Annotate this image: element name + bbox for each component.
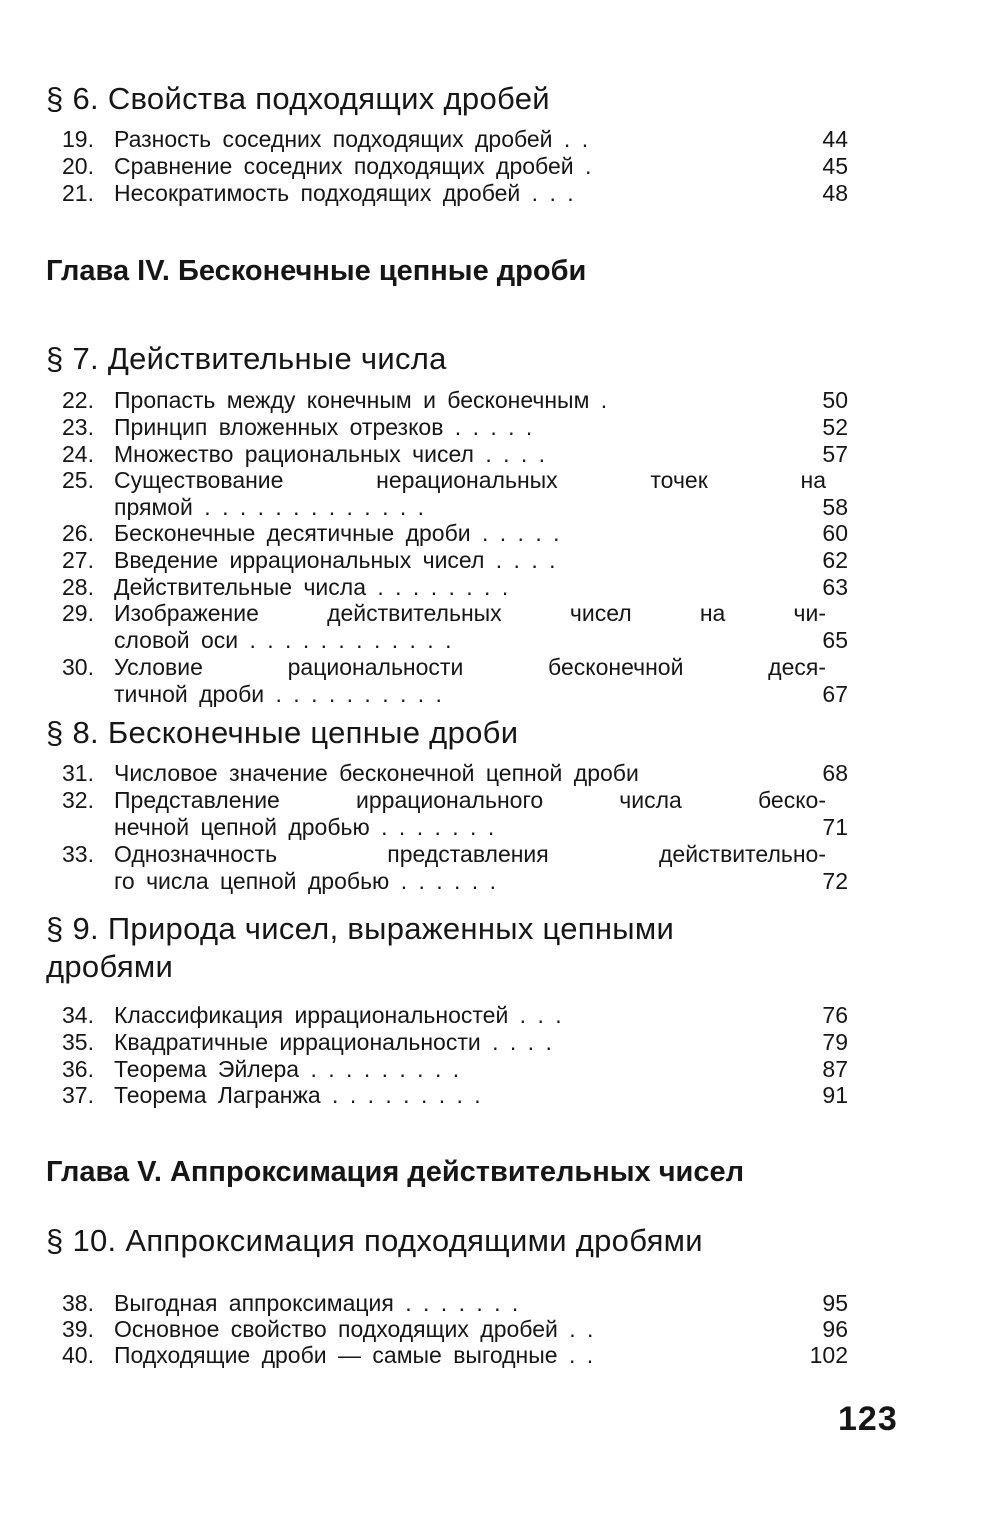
toc-entry-40[interactable] — [62, 1342, 848, 1369]
toc-entry-38[interactable] — [62, 1290, 848, 1317]
entry-page: 62 — [822, 547, 848, 573]
entry-title-line-1: Однозначность представления действительно- — [114, 841, 826, 867]
entry-title-line-2: словой оси . . . . . . . . . . . . — [114, 627, 452, 653]
chapter-4-title: Глава IV. Бесконечные цепные дроби — [46, 255, 587, 287]
entry-page: 58 — [822, 494, 848, 520]
entry-number: 32. — [62, 787, 94, 813]
entry-number: 29. — [62, 600, 94, 626]
entry-title: Классификация иррациональностей . . . — [114, 1002, 562, 1028]
entry-title: Разность соседних подходящих дробей . . — [114, 126, 589, 152]
toc-entry-39[interactable] — [62, 1316, 848, 1343]
toc-entry-26[interactable] — [62, 520, 848, 547]
entry-number: 23. — [62, 414, 94, 440]
entry-page: 52 — [822, 414, 848, 440]
entry-page: 72 — [822, 868, 848, 894]
section-7-title: § 7. Действительные числа — [46, 341, 447, 376]
entry-title-line-2: нечной цепной дробью . . . . . . . — [114, 814, 495, 840]
entry-page: 79 — [822, 1029, 848, 1055]
toc-entry-23[interactable] — [62, 414, 848, 441]
entry-number: 28. — [62, 574, 94, 600]
entry-page: 57 — [822, 441, 848, 467]
entry-page: 50 — [822, 387, 848, 413]
toc-entry-32[interactable] — [62, 787, 848, 841]
entry-title: Принцип вложенных отрезков . . . . . — [114, 414, 533, 440]
entry-page: 48 — [822, 180, 848, 206]
toc-entry-22[interactable] — [62, 387, 848, 414]
entry-title: Теорема Эйлера . . . . . . . . . — [114, 1056, 460, 1082]
toc-entry-27[interactable] — [62, 547, 848, 574]
entry-title-line-1: Условие рациональности бесконечной деся- — [114, 654, 826, 680]
entry-title-line-2: прямой . . . . . . . . . . . . . — [114, 494, 425, 520]
toc-entry-29[interactable] — [62, 600, 848, 654]
entry-title: Основное свойство подходящих дробей . . — [114, 1316, 594, 1342]
entry-title: Числовое значение бесконечной цепной дроби — [114, 760, 639, 786]
entry-page: 87 — [822, 1056, 848, 1082]
entry-number: 25. — [62, 467, 94, 493]
entry-page: 71 — [822, 814, 848, 840]
entry-title-line-2: тичной дроби . . . . . . . . . . — [114, 681, 442, 707]
toc-entry-34[interactable] — [62, 1002, 848, 1029]
toc-entry-31[interactable] — [62, 760, 848, 787]
entry-number: 39. — [62, 1316, 94, 1342]
toc-entry-37[interactable] — [62, 1082, 848, 1109]
section-8-title: § 8. Бесконечные цепные дроби — [46, 715, 519, 750]
entry-number: 22. — [62, 387, 94, 413]
entry-title: Теорема Лагранжа . . . . . . . . . — [114, 1082, 481, 1108]
toc-entry-20[interactable] — [62, 153, 848, 180]
entry-title-line-1: Представление иррационального числа беско- — [114, 787, 826, 813]
entry-number: 21. — [62, 180, 94, 206]
entry-number: 20. — [62, 153, 94, 179]
entry-page: 63 — [822, 574, 848, 600]
toc-entry-30[interactable] — [62, 654, 848, 708]
entry-page: 96 — [822, 1316, 848, 1342]
entry-number: 38. — [62, 1290, 94, 1316]
entry-number: 34. — [62, 1002, 94, 1028]
entry-page: 67 — [822, 681, 848, 707]
entry-title: Действительные числа . . . . . . . . — [114, 574, 509, 600]
chapter-5-title: Глава V. Аппроксимация действительных чисел — [46, 1156, 745, 1188]
entry-title: Пропасть между конечным и бесконечным . — [114, 387, 608, 413]
entry-number: 27. — [62, 547, 94, 573]
entry-number: 35. — [62, 1029, 94, 1055]
entry-title: Выгодная аппроксимация . . . . . . . — [114, 1290, 519, 1316]
toc-entry-35[interactable] — [62, 1029, 848, 1056]
entry-number: 37. — [62, 1082, 94, 1108]
toc-entry-36[interactable] — [62, 1056, 848, 1083]
entry-number: 36. — [62, 1056, 94, 1082]
entry-page: 76 — [822, 1002, 848, 1028]
entry-title: Множество рациональных чисел . . . . — [114, 441, 546, 467]
entry-number: 26. — [62, 520, 94, 546]
section-9-title: § 9. Природа чисел, выраженных цепными дробями — [46, 911, 675, 984]
entry-title: Сравнение соседних подходящих дробей . — [114, 153, 592, 179]
entry-page: 45 — [822, 153, 848, 179]
entry-number: 30. — [62, 654, 94, 680]
toc-entry-19[interactable] — [62, 126, 848, 153]
entry-title-line-2: го числа цепной дробью . . . . . . — [114, 868, 496, 894]
page-number: 123 — [838, 1400, 898, 1438]
section-6-title: § 6. Свойства подходящих дробей — [46, 81, 550, 116]
entry-page: 91 — [822, 1082, 848, 1108]
toc-entry-25[interactable] — [62, 467, 848, 521]
toc-entry-24[interactable] — [62, 441, 848, 468]
entry-title: Подходящие дроби — самые выгодные . . — [114, 1342, 594, 1368]
entry-title: Введение иррациональных чисел . . . . — [114, 547, 556, 573]
entry-number: 19. — [62, 126, 94, 152]
entry-number: 31. — [62, 760, 94, 786]
toc-entry-21[interactable] — [62, 180, 848, 207]
entry-page: 102 — [809, 1342, 848, 1368]
toc-entry-33[interactable] — [62, 841, 848, 895]
entry-title-line-1: Изображение действительных чисел на чи- — [114, 600, 826, 626]
entry-page: 68 — [822, 760, 848, 786]
entry-page: 65 — [822, 627, 848, 653]
entry-page: 60 — [822, 520, 848, 546]
entry-title: Квадратичные иррациональности . . . . — [114, 1029, 552, 1055]
entry-number: 40. — [62, 1342, 94, 1368]
entry-title: Несократимость подходящих дробей . . . — [114, 180, 574, 206]
toc-entry-28[interactable] — [62, 574, 848, 601]
entry-number: 33. — [62, 841, 94, 867]
entry-page: 44 — [822, 126, 848, 152]
entry-page: 95 — [822, 1290, 848, 1316]
section-10-title: § 10. Аппроксимация подходящими дробями — [46, 1223, 703, 1258]
entry-title-line-1: Существование нерациональных точек на — [114, 467, 826, 493]
entry-number: 24. — [62, 441, 94, 467]
entry-title: Бесконечные десятичные дроби . . . . . — [114, 520, 560, 546]
